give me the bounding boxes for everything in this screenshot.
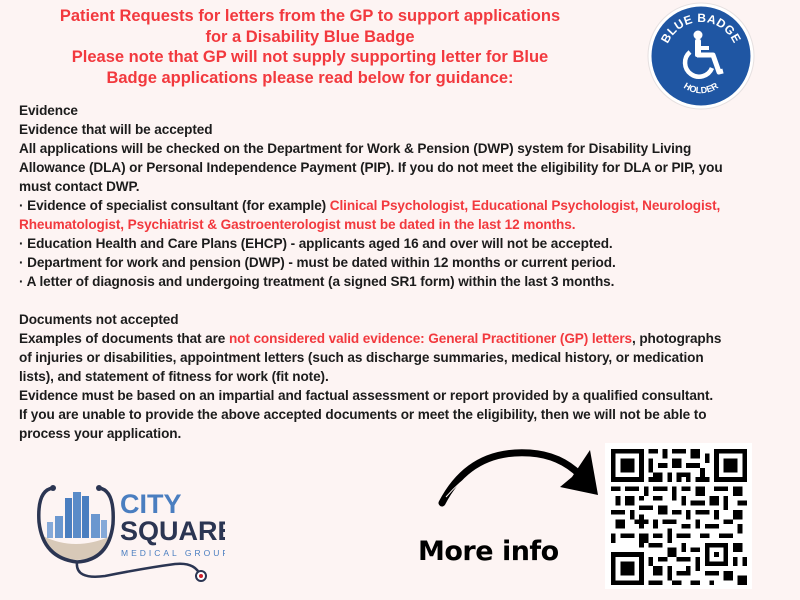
badge-top-text: BLUE BADGE [657,10,745,46]
not-accepted-line-1 [19,329,789,348]
not-accepted-line-3: lists), and statement of fitness for work (fit note). [19,369,329,384]
header-line-3: Please note that GP will not supply supporting letter for Blue [71,48,549,66]
guidance-body [19,101,789,443]
logo-text-square: SQUARE [120,516,225,546]
evidence-heading: Evidence [19,103,78,118]
bullet-specialist-prefix: · Evidence of specialist consultant (for example) [19,198,330,213]
not-accepted-line-2: of injuries or disabilities, appointment letters (such as discharge summaries, medical history, or medication [19,350,704,365]
qr-code-icon [611,449,747,585]
header-line-2: for a Disability Blue Badge [205,27,415,46]
evidence-bullet-specialist [19,196,789,215]
header-line-1: Patient Requests for letters from the GP to support applications [59,7,561,25]
wheelchair-icon [647,2,755,110]
not-accepted-highlight: not considered valid evidence: General Practitioner (GP) letters [228,331,632,346]
evidence-intro-line-3: must contact DWP. [19,179,140,194]
not-accepted-line-5: If you are unable to provide the above accepted documents or meet the eligibility, then we will not be able to [19,407,707,422]
not-accepted-prefix: Examples of documents that are [19,331,229,346]
not-accepted-line-6: process your application. [19,426,182,441]
not-accepted-heading: Documents not accepted [19,312,179,327]
qr-code[interactable] [605,443,752,589]
more-info-label: More info [418,536,559,567]
evidence-bullet-diagnosis: · A letter of diagnosis and undergoing treatment (a signed SR1 form) within the last 3 months. [19,274,615,289]
evidence-intro-line-2: Allowance (DLA) or Personal Independence Payment (PIP). If you do not meet the eligibility for DLA or PIP, you [19,160,723,175]
evidence-bullet-dwp: · Department for work and pension (DWP) - must be dated within 12 months or current period. [19,255,616,270]
bullet-specialist-highlight-1: Clinical Psychologist, Educational Psychologist, Neurologist, [329,198,721,213]
blue-badge-holder-logo [647,2,755,110]
evidence-subheading: Evidence that will be accepted [19,122,213,137]
city-square-medical-group-logo [35,480,225,585]
page-header [0,6,620,88]
evidence-bullet-ehcp: · Education Health and Care Plans (EHCP) - applicants aged 16 and over will not be accepted. [19,236,613,251]
evidence-intro-line-1: All applications will be checked on the Department for Work & Pension (DWP) system for Disability Living [19,141,692,156]
header-line-4: Badge applications please read below for guidance: [106,68,514,87]
not-accepted-line-4: Evidence must be based on an impartial and factual assessment or report provided by a qualified consultant. [19,388,714,403]
stethoscope-city-icon [35,480,225,585]
logo-text-medical-group: MEDICAL GROUP [121,548,225,558]
section-spacer [19,291,789,310]
badge-bottom-text: HOLDER [682,80,720,96]
logo-text-city: CITY [120,489,182,519]
not-accepted-suffix: , photographs [631,331,722,346]
bullet-specialist-highlight-2: Rheumatologist, Psychiatrist & Gastroenterologist must be dated in the last 12 months. [19,217,576,232]
curved-arrow-icon [430,445,600,510]
